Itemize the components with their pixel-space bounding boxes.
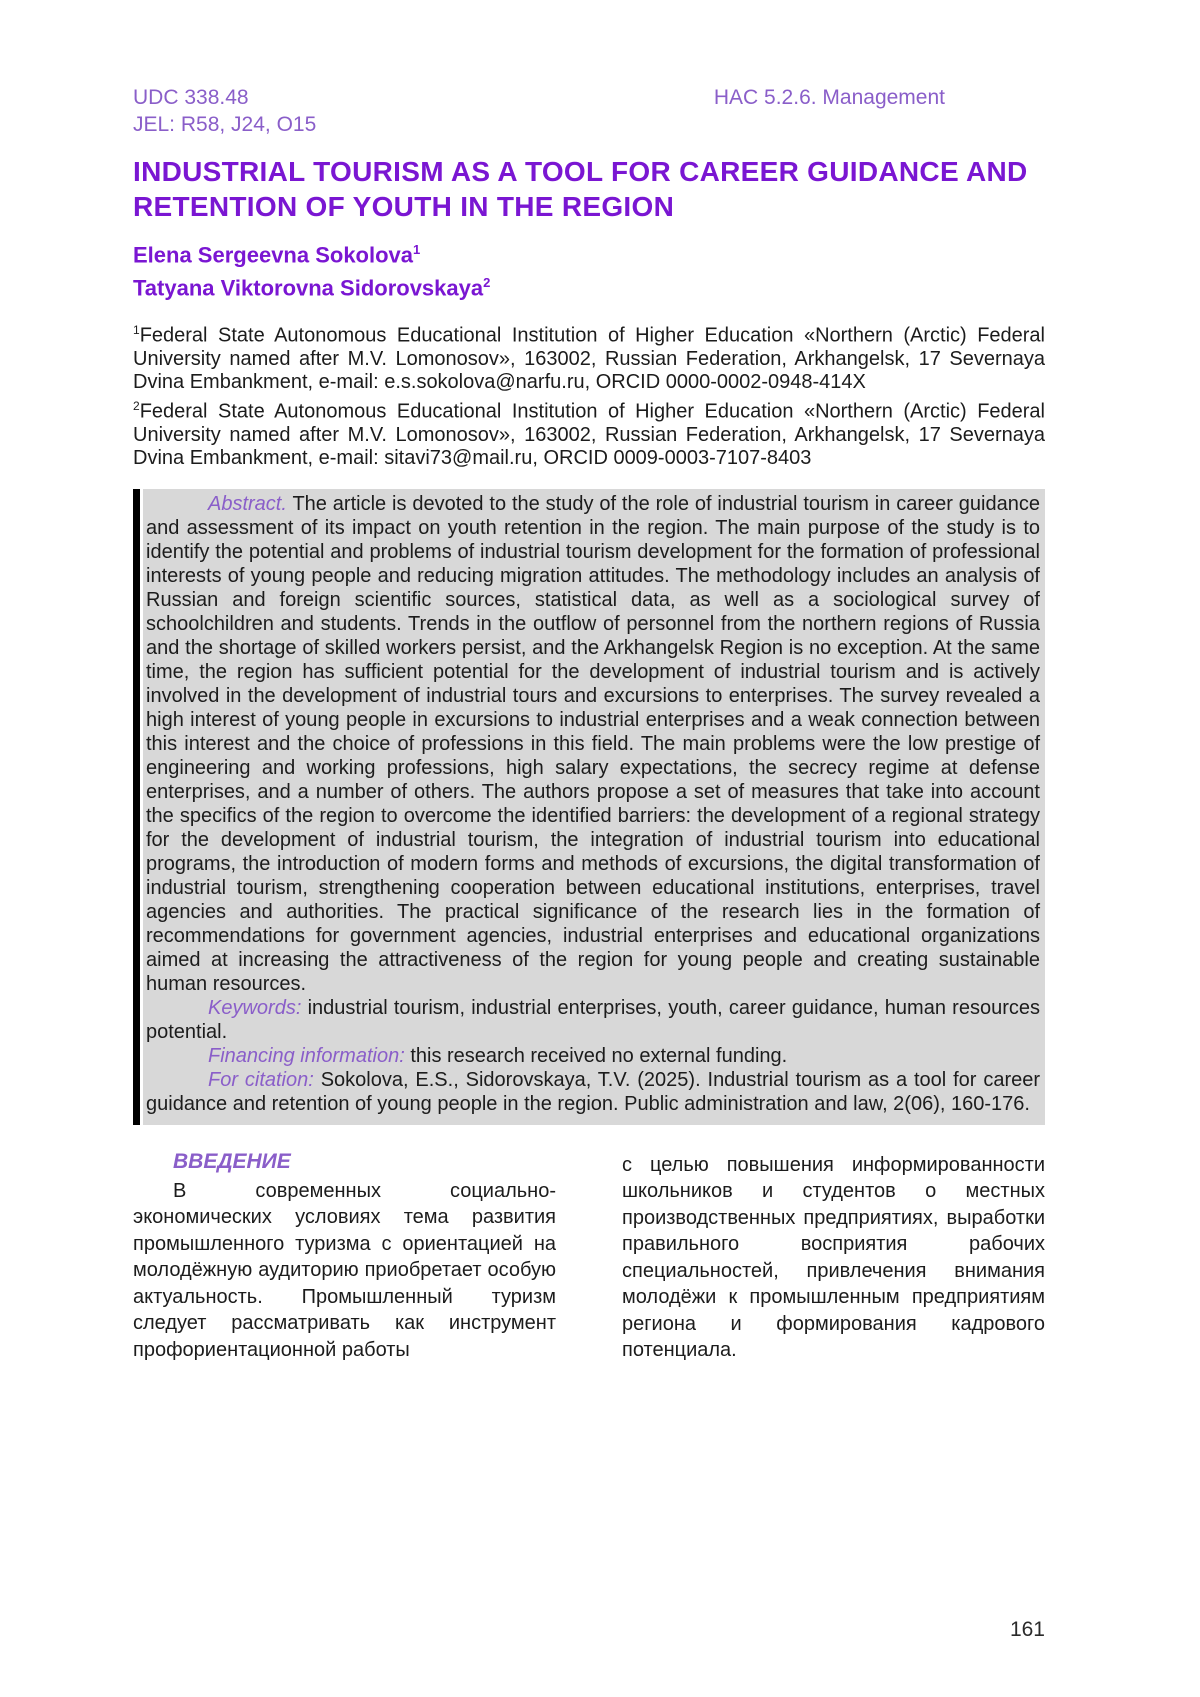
citation-label: For citation: bbox=[208, 1068, 314, 1091]
introduction-heading: ВВЕДЕНИЕ bbox=[173, 1149, 291, 1173]
keywords-text: industrial tourism, industrial enterprises, youth, career guidance, human resources potential. bbox=[146, 996, 1040, 1043]
authors-block bbox=[133, 236, 1045, 303]
left-column bbox=[133, 1149, 556, 1364]
affiliation-marker: 1 bbox=[133, 322, 140, 337]
abstract-section bbox=[133, 489, 1045, 1125]
affiliation-marker: 2 bbox=[133, 398, 140, 413]
right-column bbox=[622, 1149, 1045, 1364]
author-name: Tatyana Viktorovna Sidorovskaya$^2$ bbox=[133, 275, 491, 301]
financing-label: Financing information: bbox=[208, 1044, 405, 1067]
introduction-paragraph-right: с целью повышения информированности школьников и студентов о местных производственных предприятиях, выработки правильного восприятия рабочих специальностей, привлечения внимания молодёжи к промышленным предприятиям региона и формирования кадрового потенциала. bbox=[622, 1153, 1045, 1362]
header-meta-left bbox=[133, 84, 316, 138]
citation-paragraph bbox=[146, 1068, 1040, 1116]
affiliation bbox=[133, 319, 1045, 395]
jel-codes: JEL: R58, J24, O15 bbox=[133, 113, 317, 136]
hac-code: HAC 5.2.6. Management bbox=[713, 86, 945, 109]
body-columns bbox=[133, 1149, 1045, 1364]
keywords-label: Keywords: bbox=[208, 996, 302, 1019]
paper-title: INDUSTRIAL TOURISM AS A TOOL FOR CAREER GUIDANCE AND RETENTION OF YOUTH IN THE REGION bbox=[133, 156, 1028, 222]
udc-code: UDC 338.48 bbox=[133, 86, 249, 109]
abstract-accent-bar bbox=[133, 489, 140, 1125]
affiliation-text: Federal State Autonomous Educational Institution of Higher Education «Northern (Arctic) Federal University named after M.V. Lomonosov», 163002, Russian Federation, Arkhangelsk, 17 Severnaya Dvina Embankment, e-mail: e.s.sokolova@narfu.ru, ORCID 0000-0002-0948-414X bbox=[133, 324, 1045, 394]
author-affiliation-marker: 2 bbox=[483, 275, 491, 291]
author-name: Elena Sergeevna Sokolova$^1$ bbox=[133, 242, 421, 268]
affiliation-text: Federal State Autonomous Educational Institution of Higher Education «Northern (Arctic) Federal University named after M.V. Lomonosov», 163002, Russian Federation, Arkhangelsk, 17 Severnaya Dvina Embankment, e-mail: sitavi73@mail.ru, ORCID 0009-0003-7107-8403 bbox=[133, 400, 1045, 470]
abstract-text: The article is devoted to the study of the role of industrial tourism in career guidance and assessment of its impact on youth retention in the region. The main purpose of the study is to identify the potential and problems of industrial tourism development for the formation of professional interests of young people and reducing migration attitudes. The methodology includes an analysis of Russian and foreign scientific sources, statistical data, as well as a sociological survey of schoolchildren and students. Trends in the outflow of personnel from the northern regions of Russia and the shortage of skilled workers persist, and the Arkhangelsk Region is no exception. At the same time, the region has sufficient potential for the development of industrial tourism and is actively involved in the development of industrial tours and excursions to enterprises. The survey revealed a high interest of young people in excursions to industrial enterprises and a weak connection between this interest and the choice of professions in this field. The main problems were the low prestige of engineering and working professions, high salary expectations, the secrecy regime at defense enterprises, and a number of others. The authors propose a set of measures that take into account the specifics of the region to overcome the identified barriers: the development of a regional strategy for the development of industrial tourism, the integration of industrial tourism into educational programs, the introduction of modern forms and methods of excursions, the digital transformation of industrial tourism, strengthening cooperation between educational institutions, enterprises, travel agencies and authorities. The practical significance of the research lies in the formation of recommendations for government agencies, industrial enterprises and educational organizations aimed at increasing the attractiveness of the region for young people and creating sustainable human resources. bbox=[146, 492, 1040, 995]
introduction-paragraph-left: В современных социально-экономических условиях тема развития промышленного туризма с ориентацией на молодёжную аудиторию приобретает особую актуальность. Промышленный туризм следует рассматривать как инструмент профориентационной работы bbox=[133, 1179, 556, 1361]
abstract-box bbox=[143, 489, 1045, 1125]
abstract-paragraph bbox=[146, 492, 1040, 996]
financing-paragraph bbox=[146, 1044, 1040, 1068]
citation-text: Sokolova, E.S., Sidorovskaya, T.V. (2025). Industrial tourism as a tool for career guidance and retention of young people in the region. Public administration and law, 2(06), 160-176. bbox=[146, 1068, 1041, 1115]
page-number: 161 bbox=[1009, 1618, 1045, 1641]
abstract-label: Abstract. bbox=[208, 492, 287, 515]
header-meta bbox=[133, 84, 1045, 138]
keywords-paragraph bbox=[146, 996, 1040, 1044]
financing-text: this research received no external funding. bbox=[410, 1044, 788, 1067]
affiliation bbox=[133, 395, 1045, 471]
author-affiliation-marker: 1 bbox=[413, 242, 421, 257]
affiliations-block bbox=[133, 319, 1045, 471]
